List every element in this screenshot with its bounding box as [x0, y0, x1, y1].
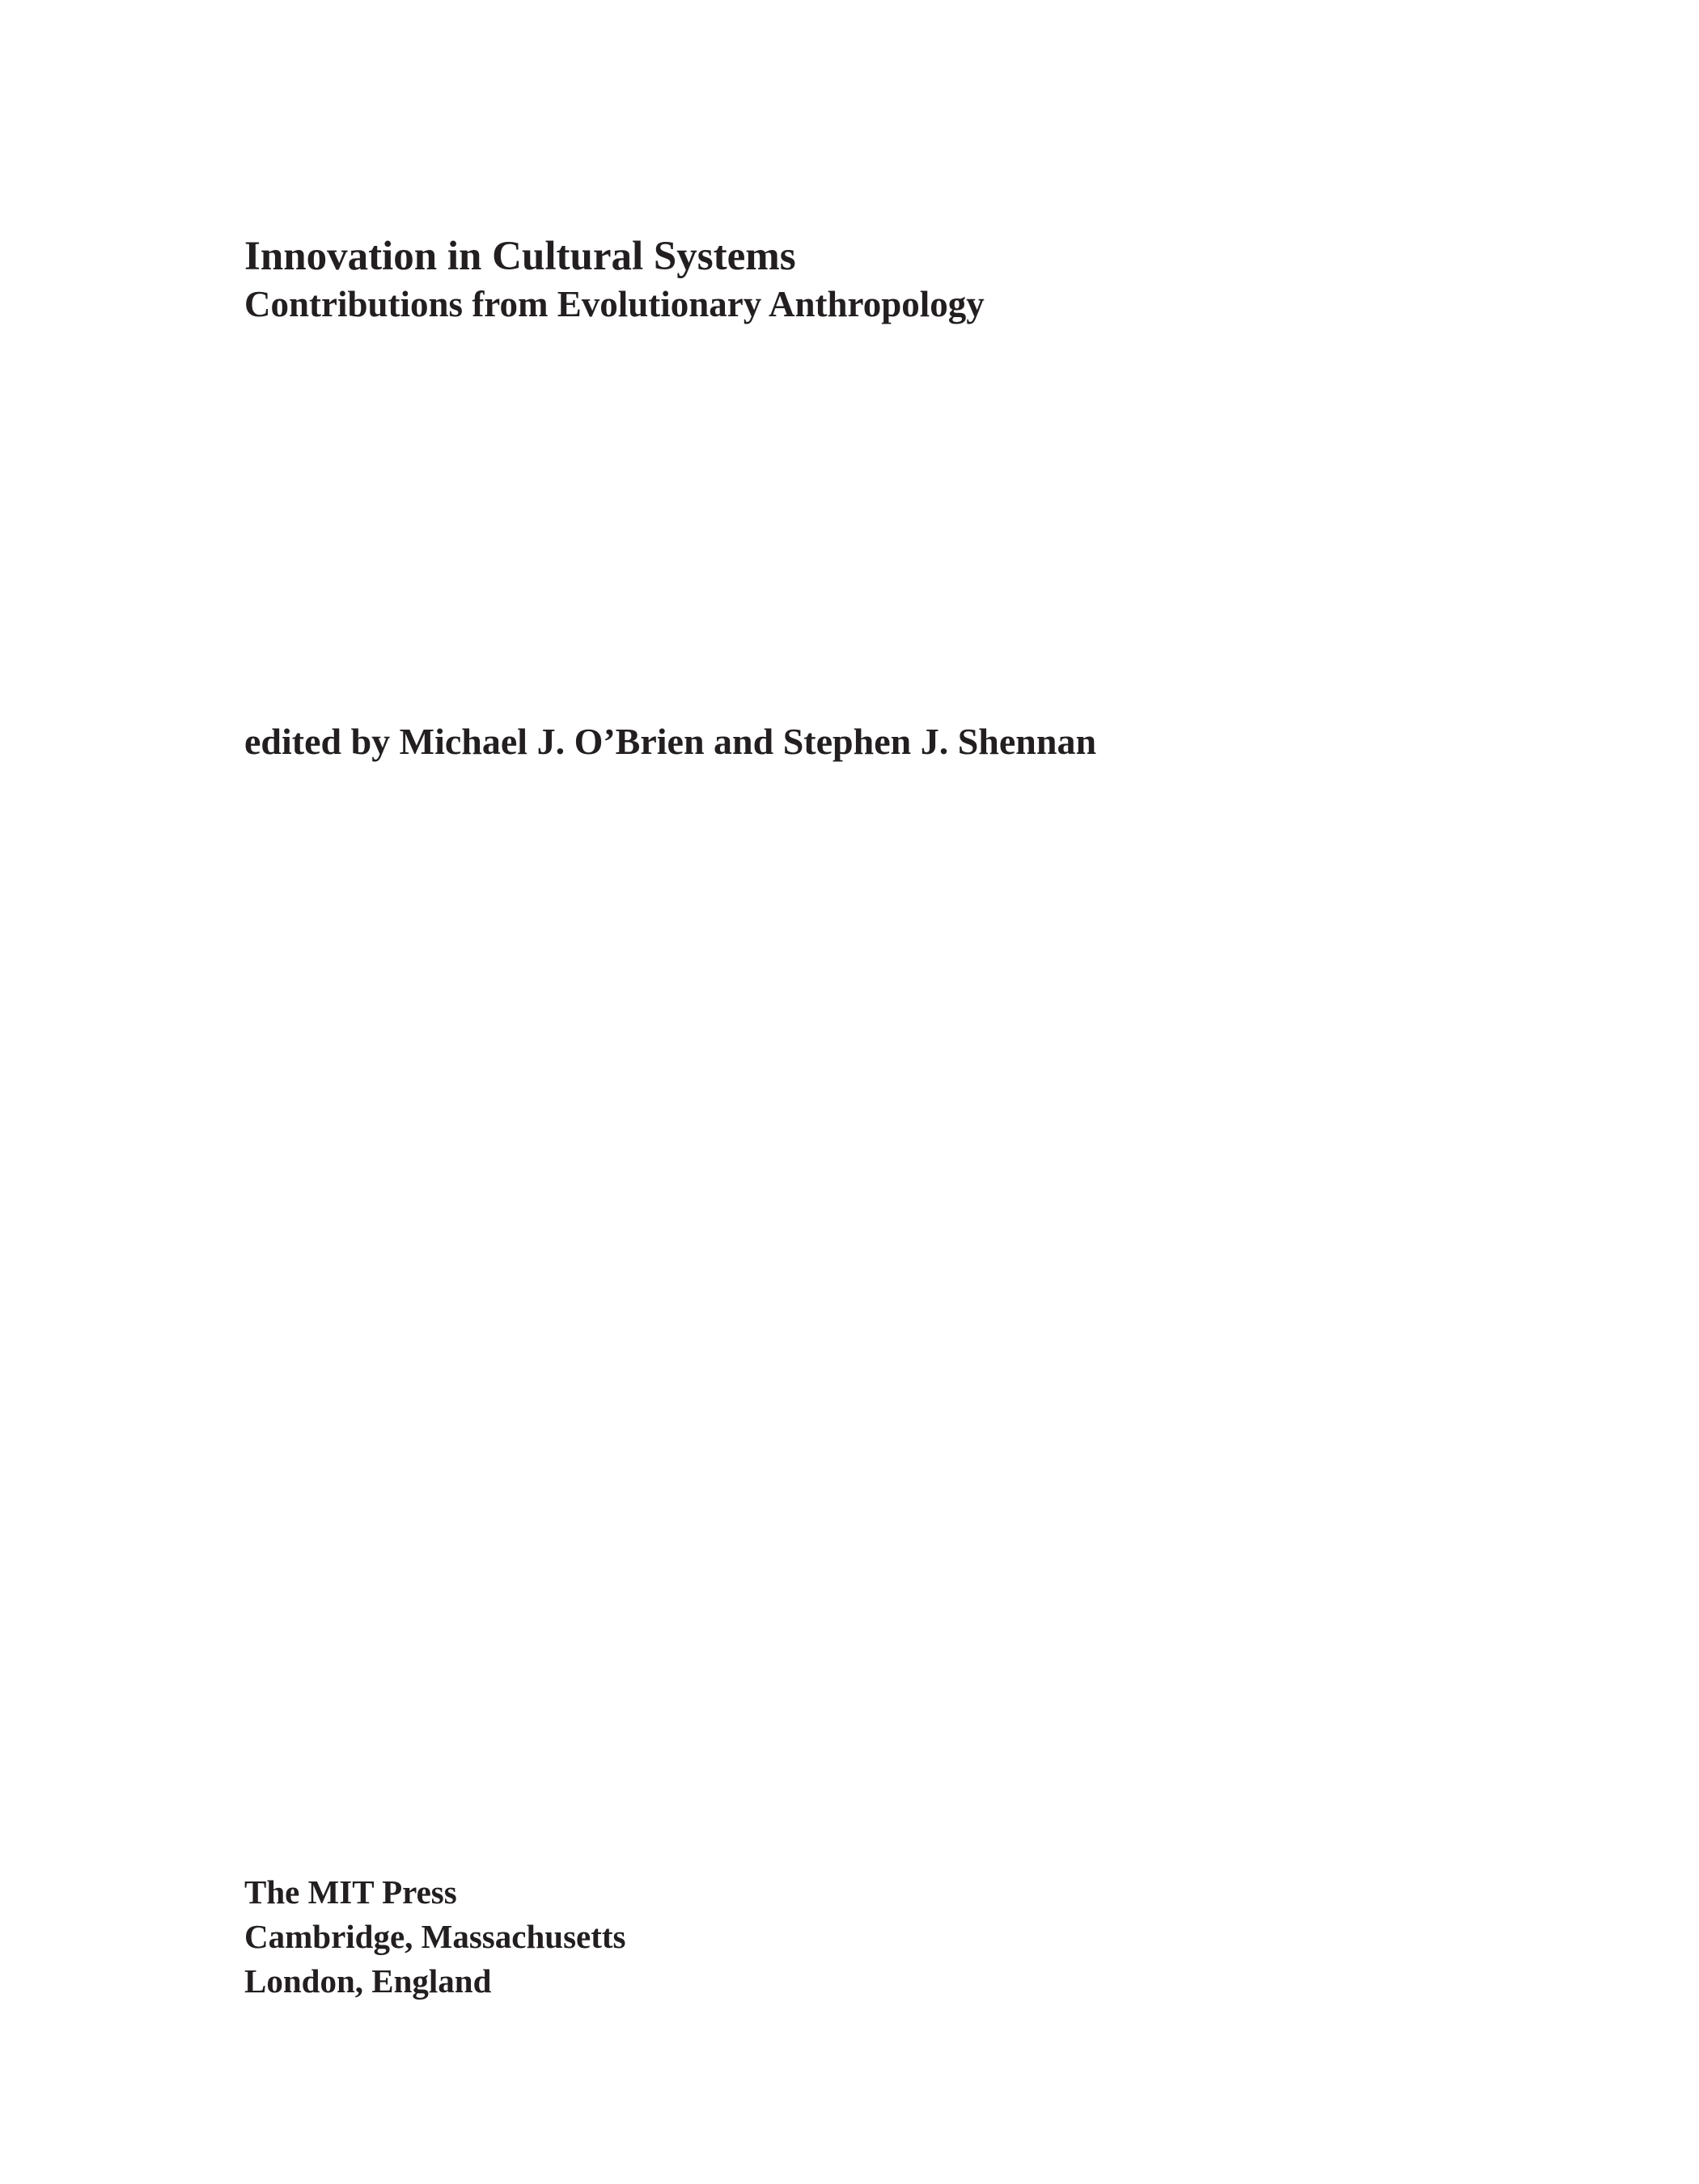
- publisher-location-2: London, England: [244, 1962, 492, 2000]
- book-title: Innovation in Cultural Systems: [244, 234, 796, 279]
- publisher-name: The MIT Press: [244, 1873, 457, 1911]
- editors-line: edited by Michael J. O’Brien and Stephen J. Shennan: [244, 721, 1097, 762]
- publisher-location-1: Cambridge, Massachusetts: [244, 1918, 626, 1955]
- book-subtitle: Contributions from Evolutionary Anthropology: [244, 284, 985, 324]
- publisher-imprint: [244, 1870, 625, 2004]
